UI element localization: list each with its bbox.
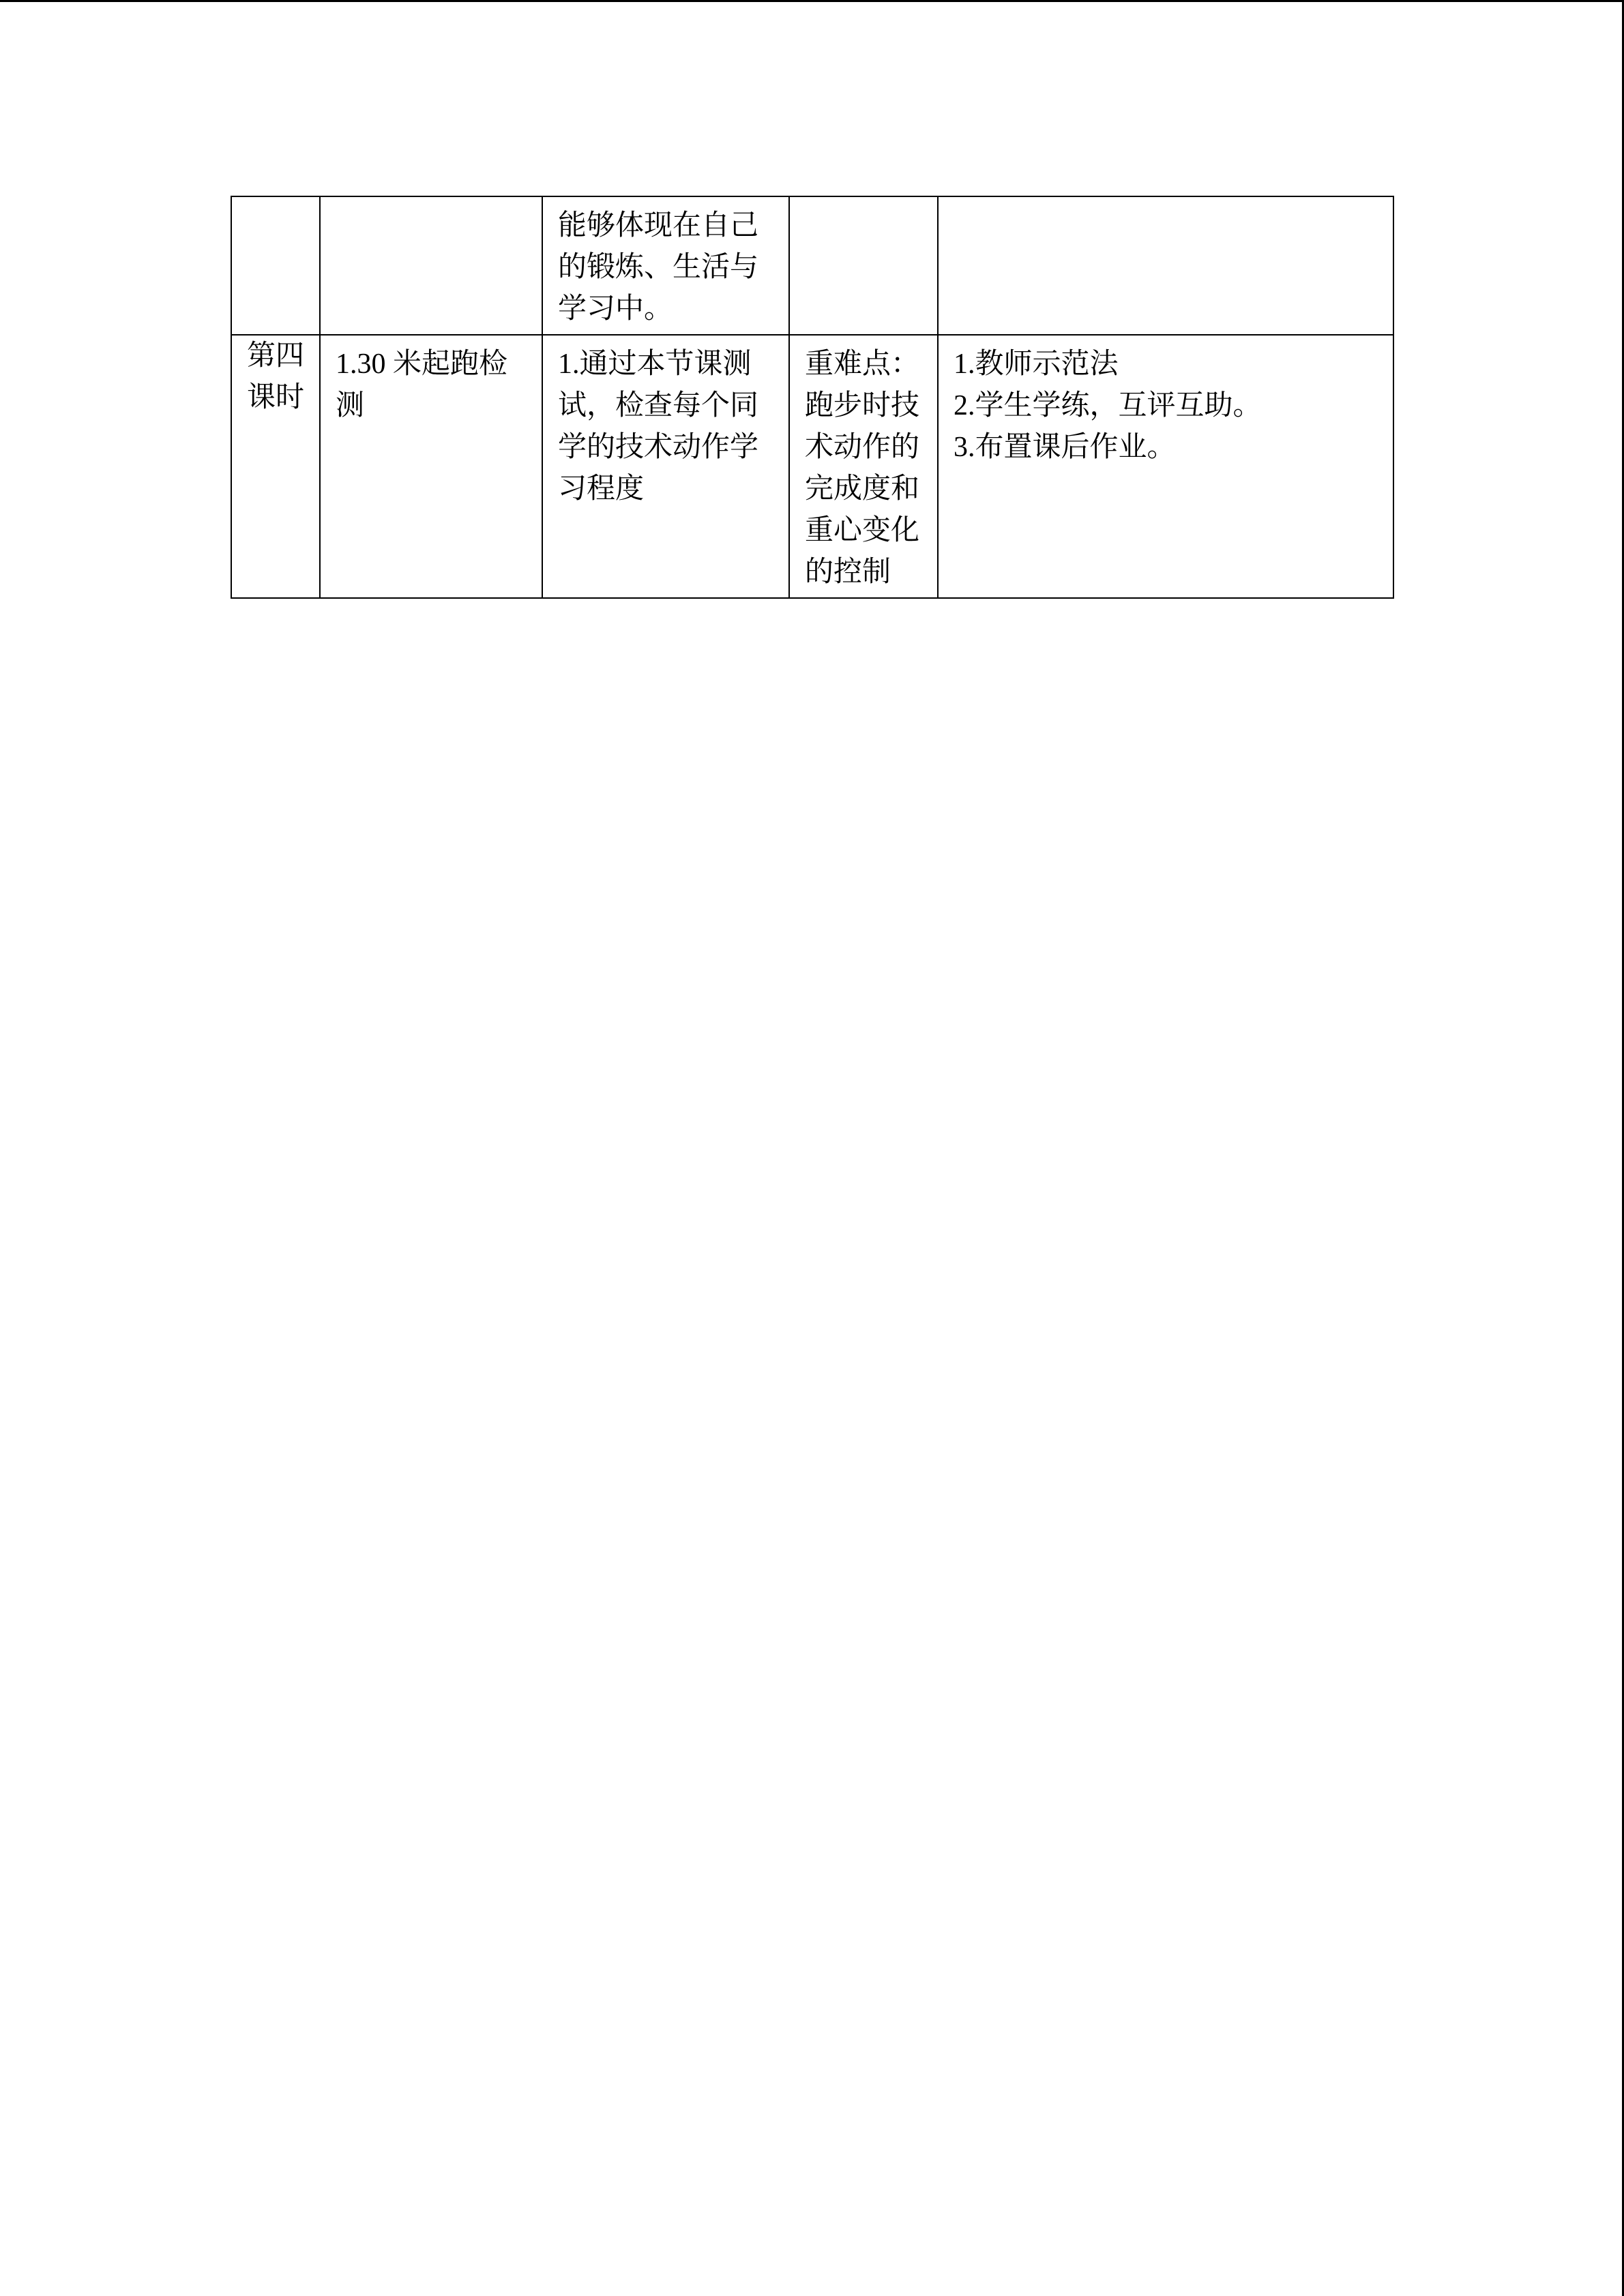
session-cell [231, 335, 320, 598]
table-row [231, 196, 1393, 335]
key-points-cell [789, 196, 938, 335]
methods-cell [938, 196, 1393, 335]
content-text [321, 197, 542, 209]
goals-text: 能够体现在自己 的锻炼、生活与 学习中。 [558, 210, 759, 325]
session-cell [231, 196, 320, 335]
methods-text: 1.教师示范法 2.学生学练，互评互助。 3.布置课后作业。 [954, 348, 1262, 463]
session-text [232, 197, 319, 209]
content-text: 1.30 米起跑检 测 [336, 348, 508, 421]
key-points-text [790, 197, 937, 209]
goals-cell [542, 196, 789, 335]
methods-text [939, 197, 1393, 209]
content-cell [320, 335, 542, 598]
table-row [231, 335, 1393, 598]
goals-cell [542, 335, 789, 598]
content-cell [320, 196, 542, 335]
methods-cell [938, 335, 1393, 598]
session-text: 第四 课时 [246, 340, 304, 413]
page-top-border [0, 0, 1624, 2]
key-points-text: 重难点： 跑步时技 术动作的 完成度和 重心变化 的控制 [805, 348, 920, 588]
key-points-cell [789, 335, 938, 598]
goals-text: 1.通过本节课测 试，检查每个同 学的技术动作学 习程度 [558, 348, 759, 505]
lesson-plan-table [231, 196, 1394, 599]
